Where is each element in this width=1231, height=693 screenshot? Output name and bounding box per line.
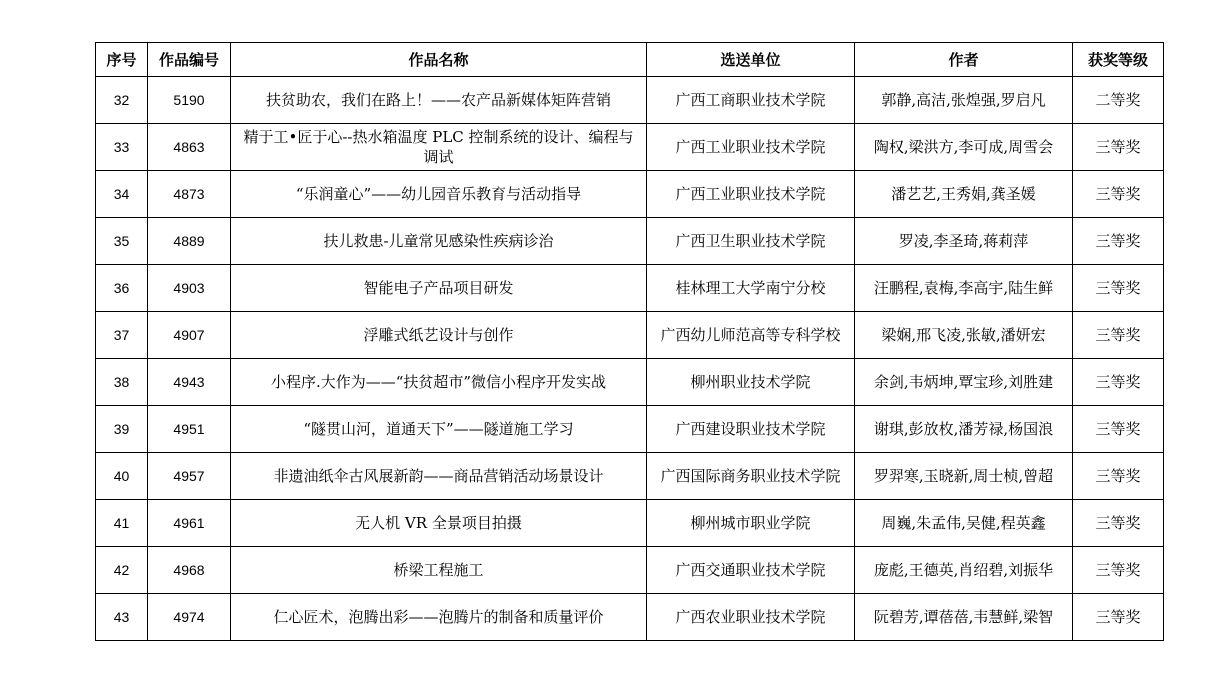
cell-seq: 38 <box>96 359 148 406</box>
cell-authors: 梁娴,邢飞凌,张敏,潘妍宏 <box>855 312 1073 359</box>
table-header-row <box>96 43 1164 77</box>
table-row <box>96 124 1164 171</box>
table-row <box>96 312 1164 359</box>
cell-authors: 陶权,梁洪方,李可成,周雪会 <box>855 124 1073 171</box>
cell-seq: 41 <box>96 500 148 547</box>
cell-authors: 郭静,高洁,张煌强,罗启凡 <box>855 77 1073 124</box>
cell-award: 三等奖 <box>1073 312 1164 359</box>
table-row <box>96 218 1164 265</box>
header-award: 获奖等级 <box>1073 43 1164 77</box>
cell-unit: 广西农业职业技术学院 <box>647 594 855 641</box>
table-row <box>96 500 1164 547</box>
table-row <box>96 171 1164 218</box>
cell-authors: 罗羿寒,玉晓新,周士桢,曾超 <box>855 453 1073 500</box>
cell-title: 扶儿救患-儿童常见感染性疾病诊治 <box>231 218 647 265</box>
cell-seq: 34 <box>96 171 148 218</box>
table-row <box>96 77 1164 124</box>
cell-title: 精于工•匠于心--热水箱温度 PLC 控制系统的设计、编程与调试 <box>231 124 647 171</box>
cell-seq: 43 <box>96 594 148 641</box>
table-row <box>96 406 1164 453</box>
cell-authors: 汪鹏程,袁梅,李高宇,陆生鲜 <box>855 265 1073 312</box>
cell-award: 二等奖 <box>1073 77 1164 124</box>
cell-code: 4943 <box>148 359 231 406</box>
cell-unit: 广西幼儿师范高等专科学校 <box>647 312 855 359</box>
cell-seq: 40 <box>96 453 148 500</box>
cell-unit: 广西工业职业技术学院 <box>647 171 855 218</box>
table-row <box>96 594 1164 641</box>
cell-unit: 广西建设职业技术学院 <box>647 406 855 453</box>
cell-authors: 潘艺艺,王秀娟,龚圣媛 <box>855 171 1073 218</box>
cell-unit: 广西工业职业技术学院 <box>647 124 855 171</box>
cell-code: 4863 <box>148 124 231 171</box>
cell-seq: 33 <box>96 124 148 171</box>
table-row <box>96 453 1164 500</box>
cell-award: 三等奖 <box>1073 594 1164 641</box>
cell-code: 4974 <box>148 594 231 641</box>
cell-code: 4873 <box>148 171 231 218</box>
header-title: 作品名称 <box>231 43 647 77</box>
table-row <box>96 547 1164 594</box>
cell-title: 无人机 VR 全景项目拍摄 <box>231 500 647 547</box>
cell-unit: 广西交通职业技术学院 <box>647 547 855 594</box>
cell-authors: 庞彪,王德英,肖绍碧,刘振华 <box>855 547 1073 594</box>
table-row <box>96 359 1164 406</box>
cell-code: 4961 <box>148 500 231 547</box>
cell-award: 三等奖 <box>1073 500 1164 547</box>
cell-authors: 罗凌,李圣琦,蒋莉萍 <box>855 218 1073 265</box>
cell-title: 小程序.大作为——“扶贫超市”微信小程序开发实战 <box>231 359 647 406</box>
award-table <box>95 42 1164 641</box>
header-seq: 序号 <box>96 43 148 77</box>
cell-award: 三等奖 <box>1073 124 1164 171</box>
cell-code: 5190 <box>148 77 231 124</box>
cell-award: 三等奖 <box>1073 218 1164 265</box>
cell-unit: 柳州职业技术学院 <box>647 359 855 406</box>
cell-title: 智能电子产品项目研发 <box>231 265 647 312</box>
cell-title: 仁心匠术，泡腾出彩——泡腾片的制备和质量评价 <box>231 594 647 641</box>
cell-award: 三等奖 <box>1073 171 1164 218</box>
header-unit: 选送单位 <box>647 43 855 77</box>
cell-code: 4903 <box>148 265 231 312</box>
cell-seq: 39 <box>96 406 148 453</box>
cell-award: 三等奖 <box>1073 406 1164 453</box>
cell-authors: 周巍,朱孟伟,吴健,程英鑫 <box>855 500 1073 547</box>
cell-title: 桥梁工程施工 <box>231 547 647 594</box>
cell-title: 扶贫助农，我们在路上！——农产品新媒体矩阵营销 <box>231 77 647 124</box>
cell-code: 4907 <box>148 312 231 359</box>
cell-seq: 35 <box>96 218 148 265</box>
cell-award: 三等奖 <box>1073 265 1164 312</box>
cell-code: 4968 <box>148 547 231 594</box>
cell-title: 浮雕式纸艺设计与创作 <box>231 312 647 359</box>
cell-unit: 广西国际商务职业技术学院 <box>647 453 855 500</box>
cell-title: “隧贯山河，道通天下”——隧道施工学习 <box>231 406 647 453</box>
cell-unit: 柳州城市职业学院 <box>647 500 855 547</box>
cell-seq: 32 <box>96 77 148 124</box>
cell-authors: 阮碧芳,谭蓓蓓,韦慧鲜,梁智 <box>855 594 1073 641</box>
cell-title: 非遗油纸伞古风展新韵——商品营销活动场景设计 <box>231 453 647 500</box>
cell-code: 4957 <box>148 453 231 500</box>
table-row <box>96 265 1164 312</box>
cell-authors: 谢琪,彭放枚,潘芳禄,杨国浪 <box>855 406 1073 453</box>
cell-code: 4889 <box>148 218 231 265</box>
cell-unit: 桂林理工大学南宁分校 <box>647 265 855 312</box>
cell-seq: 42 <box>96 547 148 594</box>
cell-seq: 37 <box>96 312 148 359</box>
cell-award: 三等奖 <box>1073 547 1164 594</box>
header-authors: 作者 <box>855 43 1073 77</box>
cell-authors: 余剑,韦炳坤,覃宝珍,刘胜建 <box>855 359 1073 406</box>
cell-award: 三等奖 <box>1073 359 1164 406</box>
cell-title: “乐润童心”——幼儿园音乐教育与活动指导 <box>231 171 647 218</box>
cell-unit: 广西卫生职业技术学院 <box>647 218 855 265</box>
cell-code: 4951 <box>148 406 231 453</box>
cell-unit: 广西工商职业技术学院 <box>647 77 855 124</box>
cell-award: 三等奖 <box>1073 453 1164 500</box>
header-code: 作品编号 <box>148 43 231 77</box>
cell-seq: 36 <box>96 265 148 312</box>
